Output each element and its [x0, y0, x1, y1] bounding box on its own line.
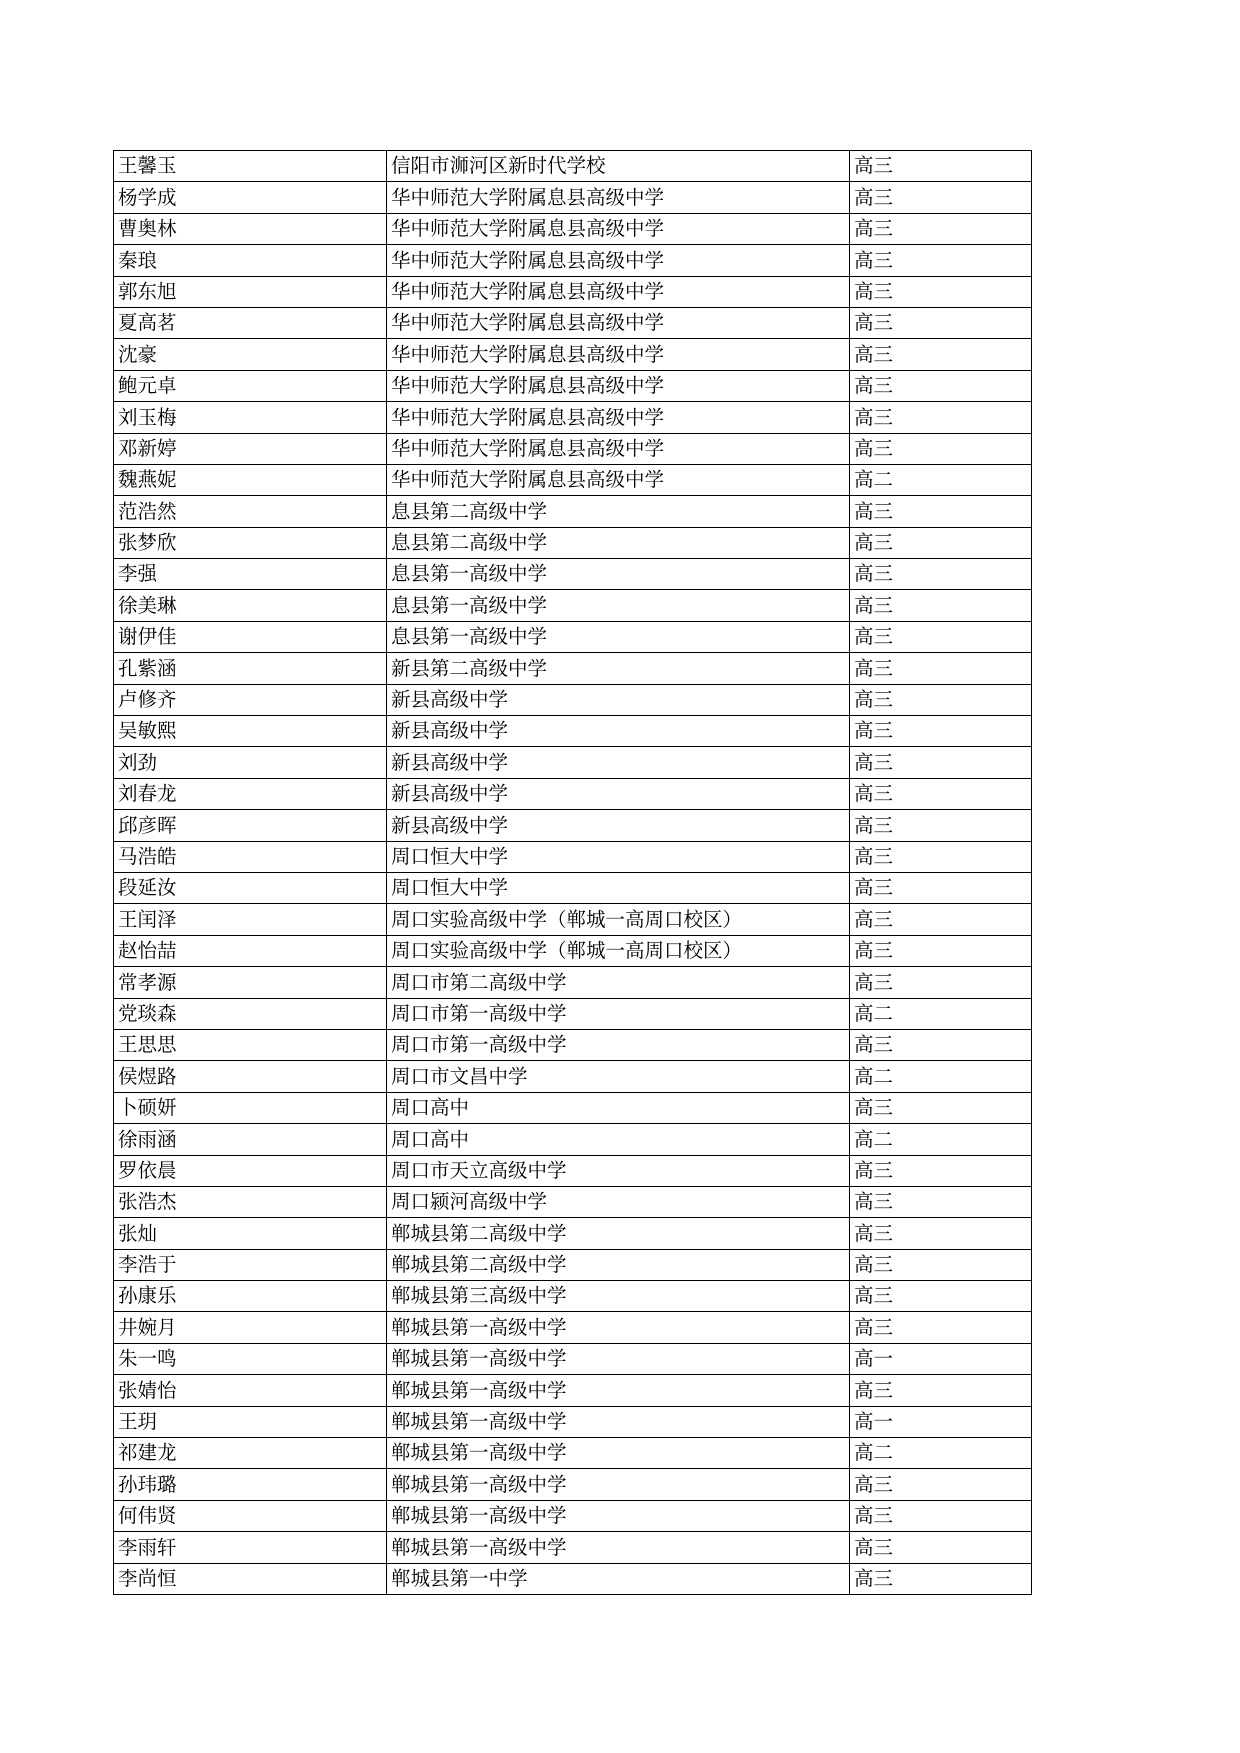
student-roster-table	[113, 150, 1032, 1595]
grade-cell: 高一	[850, 1343, 1032, 1374]
table-row	[114, 433, 1032, 464]
student-name-cell: 祁建龙	[114, 1438, 387, 1469]
school-cell: 周口高中	[387, 1092, 850, 1123]
student-name-cell: 谢伊佳	[114, 621, 387, 652]
school-cell: 郸城县第一高级中学	[387, 1375, 850, 1406]
table-row	[114, 1029, 1032, 1060]
school-cell: 郸城县第一高级中学	[387, 1343, 850, 1374]
student-name-cell: 范浩然	[114, 496, 387, 527]
grade-cell: 高三	[850, 245, 1032, 276]
student-name-cell: 张婧怡	[114, 1375, 387, 1406]
school-cell: 郸城县第二高级中学	[387, 1249, 850, 1280]
school-cell: 华中师范大学附属息县高级中学	[387, 213, 850, 244]
school-cell: 周口市天立高级中学	[387, 1155, 850, 1186]
grade-cell: 高三	[850, 1029, 1032, 1060]
student-name-cell: 夏高茗	[114, 307, 387, 338]
table-row	[114, 1375, 1032, 1406]
student-name-cell: 沈豪	[114, 339, 387, 370]
student-name-cell: 张灿	[114, 1218, 387, 1249]
school-cell: 郸城县第二高级中学	[387, 1218, 850, 1249]
school-cell: 华中师范大学附属息县高级中学	[387, 433, 850, 464]
student-name-cell: 孙玮璐	[114, 1469, 387, 1500]
grade-cell: 高三	[850, 1469, 1032, 1500]
table-row	[114, 998, 1032, 1029]
school-cell: 郸城县第一中学	[387, 1563, 850, 1594]
table-row	[114, 1469, 1032, 1500]
student-name-cell: 李雨轩	[114, 1532, 387, 1563]
school-cell: 息县第二高级中学	[387, 496, 850, 527]
table-row	[114, 1218, 1032, 1249]
grade-cell: 高三	[850, 1312, 1032, 1343]
student-name-cell: 常孝源	[114, 967, 387, 998]
student-name-cell: 张浩杰	[114, 1186, 387, 1217]
grade-cell: 高三	[850, 402, 1032, 433]
student-name-cell: 王闰泽	[114, 904, 387, 935]
grade-cell: 高三	[850, 559, 1032, 590]
school-cell: 新县高级中学	[387, 684, 850, 715]
grade-cell: 高三	[850, 151, 1032, 182]
grade-cell: 高三	[850, 590, 1032, 621]
table-row	[114, 653, 1032, 684]
student-name-cell: 刘劲	[114, 747, 387, 778]
table-row	[114, 1186, 1032, 1217]
student-name-cell: 杨学成	[114, 182, 387, 213]
table-row	[114, 1124, 1032, 1155]
student-name-cell: 秦琅	[114, 245, 387, 276]
student-name-cell: 王思思	[114, 1029, 387, 1060]
student-name-cell: 卜硕妍	[114, 1092, 387, 1123]
grade-cell: 高三	[850, 621, 1032, 652]
school-cell: 周口高中	[387, 1124, 850, 1155]
student-name-cell: 井婉月	[114, 1312, 387, 1343]
table-row	[114, 590, 1032, 621]
grade-cell: 高三	[850, 1563, 1032, 1594]
grade-cell: 高三	[850, 653, 1032, 684]
grade-cell: 高三	[850, 307, 1032, 338]
student-name-cell: 马浩皓	[114, 841, 387, 872]
school-cell: 周口市第二高级中学	[387, 967, 850, 998]
student-name-cell: 段延汝	[114, 872, 387, 903]
table-row	[114, 464, 1032, 495]
grade-cell: 高三	[850, 433, 1032, 464]
table-row	[114, 841, 1032, 872]
roster-body	[114, 151, 1032, 1595]
table-row	[114, 213, 1032, 244]
grade-cell: 高三	[850, 182, 1032, 213]
school-cell: 息县第一高级中学	[387, 559, 850, 590]
school-cell: 周口恒大中学	[387, 841, 850, 872]
school-cell: 息县第二高级中学	[387, 527, 850, 558]
school-cell: 郸城县第一高级中学	[387, 1500, 850, 1531]
table-row	[114, 559, 1032, 590]
student-name-cell: 赵怡喆	[114, 935, 387, 966]
grade-cell: 高三	[850, 276, 1032, 307]
school-cell: 华中师范大学附属息县高级中学	[387, 370, 850, 401]
grade-cell: 高二	[850, 1124, 1032, 1155]
student-name-cell: 邱彦晖	[114, 810, 387, 841]
table-row	[114, 1249, 1032, 1280]
table-row	[114, 967, 1032, 998]
grade-cell: 高三	[850, 716, 1032, 747]
student-name-cell: 王玥	[114, 1406, 387, 1437]
grade-cell: 高三	[850, 778, 1032, 809]
school-cell: 新县高级中学	[387, 747, 850, 778]
grade-cell: 高一	[850, 1406, 1032, 1437]
table-row	[114, 1281, 1032, 1312]
school-cell: 新县高级中学	[387, 716, 850, 747]
table-row	[114, 370, 1032, 401]
student-name-cell: 李尚恒	[114, 1563, 387, 1594]
table-row	[114, 1406, 1032, 1437]
table-row	[114, 904, 1032, 935]
grade-cell: 高二	[850, 1438, 1032, 1469]
grade-cell: 高三	[850, 1218, 1032, 1249]
table-row	[114, 1061, 1032, 1092]
school-cell: 周口恒大中学	[387, 872, 850, 903]
student-name-cell: 李浩于	[114, 1249, 387, 1280]
table-row	[114, 872, 1032, 903]
school-cell: 华中师范大学附属息县高级中学	[387, 182, 850, 213]
grade-cell: 高三	[850, 810, 1032, 841]
table-row	[114, 1438, 1032, 1469]
grade-cell: 高三	[850, 967, 1032, 998]
grade-cell: 高三	[850, 339, 1032, 370]
grade-cell: 高三	[850, 1155, 1032, 1186]
student-name-cell: 王馨玉	[114, 151, 387, 182]
school-cell: 郸城县第一高级中学	[387, 1406, 850, 1437]
school-cell: 周口实验高级中学（郸城一高周口校区）	[387, 935, 850, 966]
grade-cell: 高三	[850, 1500, 1032, 1531]
grade-cell: 高二	[850, 464, 1032, 495]
school-cell: 周口市第一高级中学	[387, 1029, 850, 1060]
grade-cell: 高三	[850, 935, 1032, 966]
table-row	[114, 684, 1032, 715]
table-row	[114, 527, 1032, 558]
school-cell: 郸城县第一高级中学	[387, 1312, 850, 1343]
student-name-cell: 党琰森	[114, 998, 387, 1029]
school-cell: 华中师范大学附属息县高级中学	[387, 464, 850, 495]
table-row	[114, 778, 1032, 809]
school-cell: 华中师范大学附属息县高级中学	[387, 245, 850, 276]
table-row	[114, 151, 1032, 182]
grade-cell: 高三	[850, 1375, 1032, 1406]
table-row	[114, 1343, 1032, 1374]
table-row	[114, 1532, 1032, 1563]
grade-cell: 高三	[850, 370, 1032, 401]
table-row	[114, 245, 1032, 276]
grade-cell: 高三	[850, 872, 1032, 903]
student-name-cell: 吴敏熙	[114, 716, 387, 747]
student-name-cell: 刘春龙	[114, 778, 387, 809]
school-cell: 周口颍河高级中学	[387, 1186, 850, 1217]
table-row	[114, 1092, 1032, 1123]
school-cell: 周口市文昌中学	[387, 1061, 850, 1092]
school-cell: 华中师范大学附属息县高级中学	[387, 276, 850, 307]
grade-cell: 高三	[850, 684, 1032, 715]
grade-cell: 高三	[850, 1281, 1032, 1312]
grade-cell: 高三	[850, 496, 1032, 527]
grade-cell: 高二	[850, 998, 1032, 1029]
student-name-cell: 孙康乐	[114, 1281, 387, 1312]
student-name-cell: 魏燕妮	[114, 464, 387, 495]
student-name-cell: 曹奥林	[114, 213, 387, 244]
grade-cell: 高三	[850, 213, 1032, 244]
school-cell: 郸城县第一高级中学	[387, 1532, 850, 1563]
grade-cell: 高二	[850, 1061, 1032, 1092]
grade-cell: 高三	[850, 1249, 1032, 1280]
grade-cell: 高三	[850, 527, 1032, 558]
grade-cell: 高三	[850, 1532, 1032, 1563]
table-row	[114, 182, 1032, 213]
student-name-cell: 李强	[114, 559, 387, 590]
school-cell: 息县第一高级中学	[387, 590, 850, 621]
school-cell: 郸城县第一高级中学	[387, 1469, 850, 1500]
school-cell: 周口实验高级中学（郸城一高周口校区）	[387, 904, 850, 935]
table-row	[114, 1312, 1032, 1343]
table-row	[114, 339, 1032, 370]
table-row	[114, 1500, 1032, 1531]
student-name-cell: 侯煜路	[114, 1061, 387, 1092]
grade-cell: 高三	[850, 841, 1032, 872]
student-name-cell: 刘玉梅	[114, 402, 387, 433]
student-name-cell: 何伟贤	[114, 1500, 387, 1531]
student-name-cell: 卢修齐	[114, 684, 387, 715]
student-name-cell: 张梦欣	[114, 527, 387, 558]
student-name-cell: 徐雨涵	[114, 1124, 387, 1155]
school-cell: 息县第一高级中学	[387, 621, 850, 652]
student-name-cell: 郭东旭	[114, 276, 387, 307]
student-name-cell: 徐美琳	[114, 590, 387, 621]
table-row	[114, 716, 1032, 747]
table-row	[114, 621, 1032, 652]
school-cell: 新县高级中学	[387, 778, 850, 809]
table-row	[114, 276, 1032, 307]
student-name-cell: 孔紫涵	[114, 653, 387, 684]
student-name-cell: 邓新婷	[114, 433, 387, 464]
grade-cell: 高三	[850, 747, 1032, 778]
table-row	[114, 496, 1032, 527]
school-cell: 华中师范大学附属息县高级中学	[387, 307, 850, 338]
grade-cell: 高三	[850, 1092, 1032, 1123]
grade-cell: 高三	[850, 1186, 1032, 1217]
school-cell: 信阳市浉河区新时代学校	[387, 151, 850, 182]
school-cell: 郸城县第三高级中学	[387, 1281, 850, 1312]
grade-cell: 高三	[850, 904, 1032, 935]
school-cell: 郸城县第一高级中学	[387, 1438, 850, 1469]
table-row	[114, 935, 1032, 966]
student-name-cell: 罗依晨	[114, 1155, 387, 1186]
table-row	[114, 1155, 1032, 1186]
school-cell: 华中师范大学附属息县高级中学	[387, 339, 850, 370]
table-row	[114, 402, 1032, 433]
student-name-cell: 鲍元卓	[114, 370, 387, 401]
table-row	[114, 1563, 1032, 1594]
table-row	[114, 810, 1032, 841]
school-cell: 华中师范大学附属息县高级中学	[387, 402, 850, 433]
school-cell: 周口市第一高级中学	[387, 998, 850, 1029]
school-cell: 新县高级中学	[387, 810, 850, 841]
student-name-cell: 朱一鸣	[114, 1343, 387, 1374]
school-cell: 新县第二高级中学	[387, 653, 850, 684]
table-row	[114, 747, 1032, 778]
table-row	[114, 307, 1032, 338]
